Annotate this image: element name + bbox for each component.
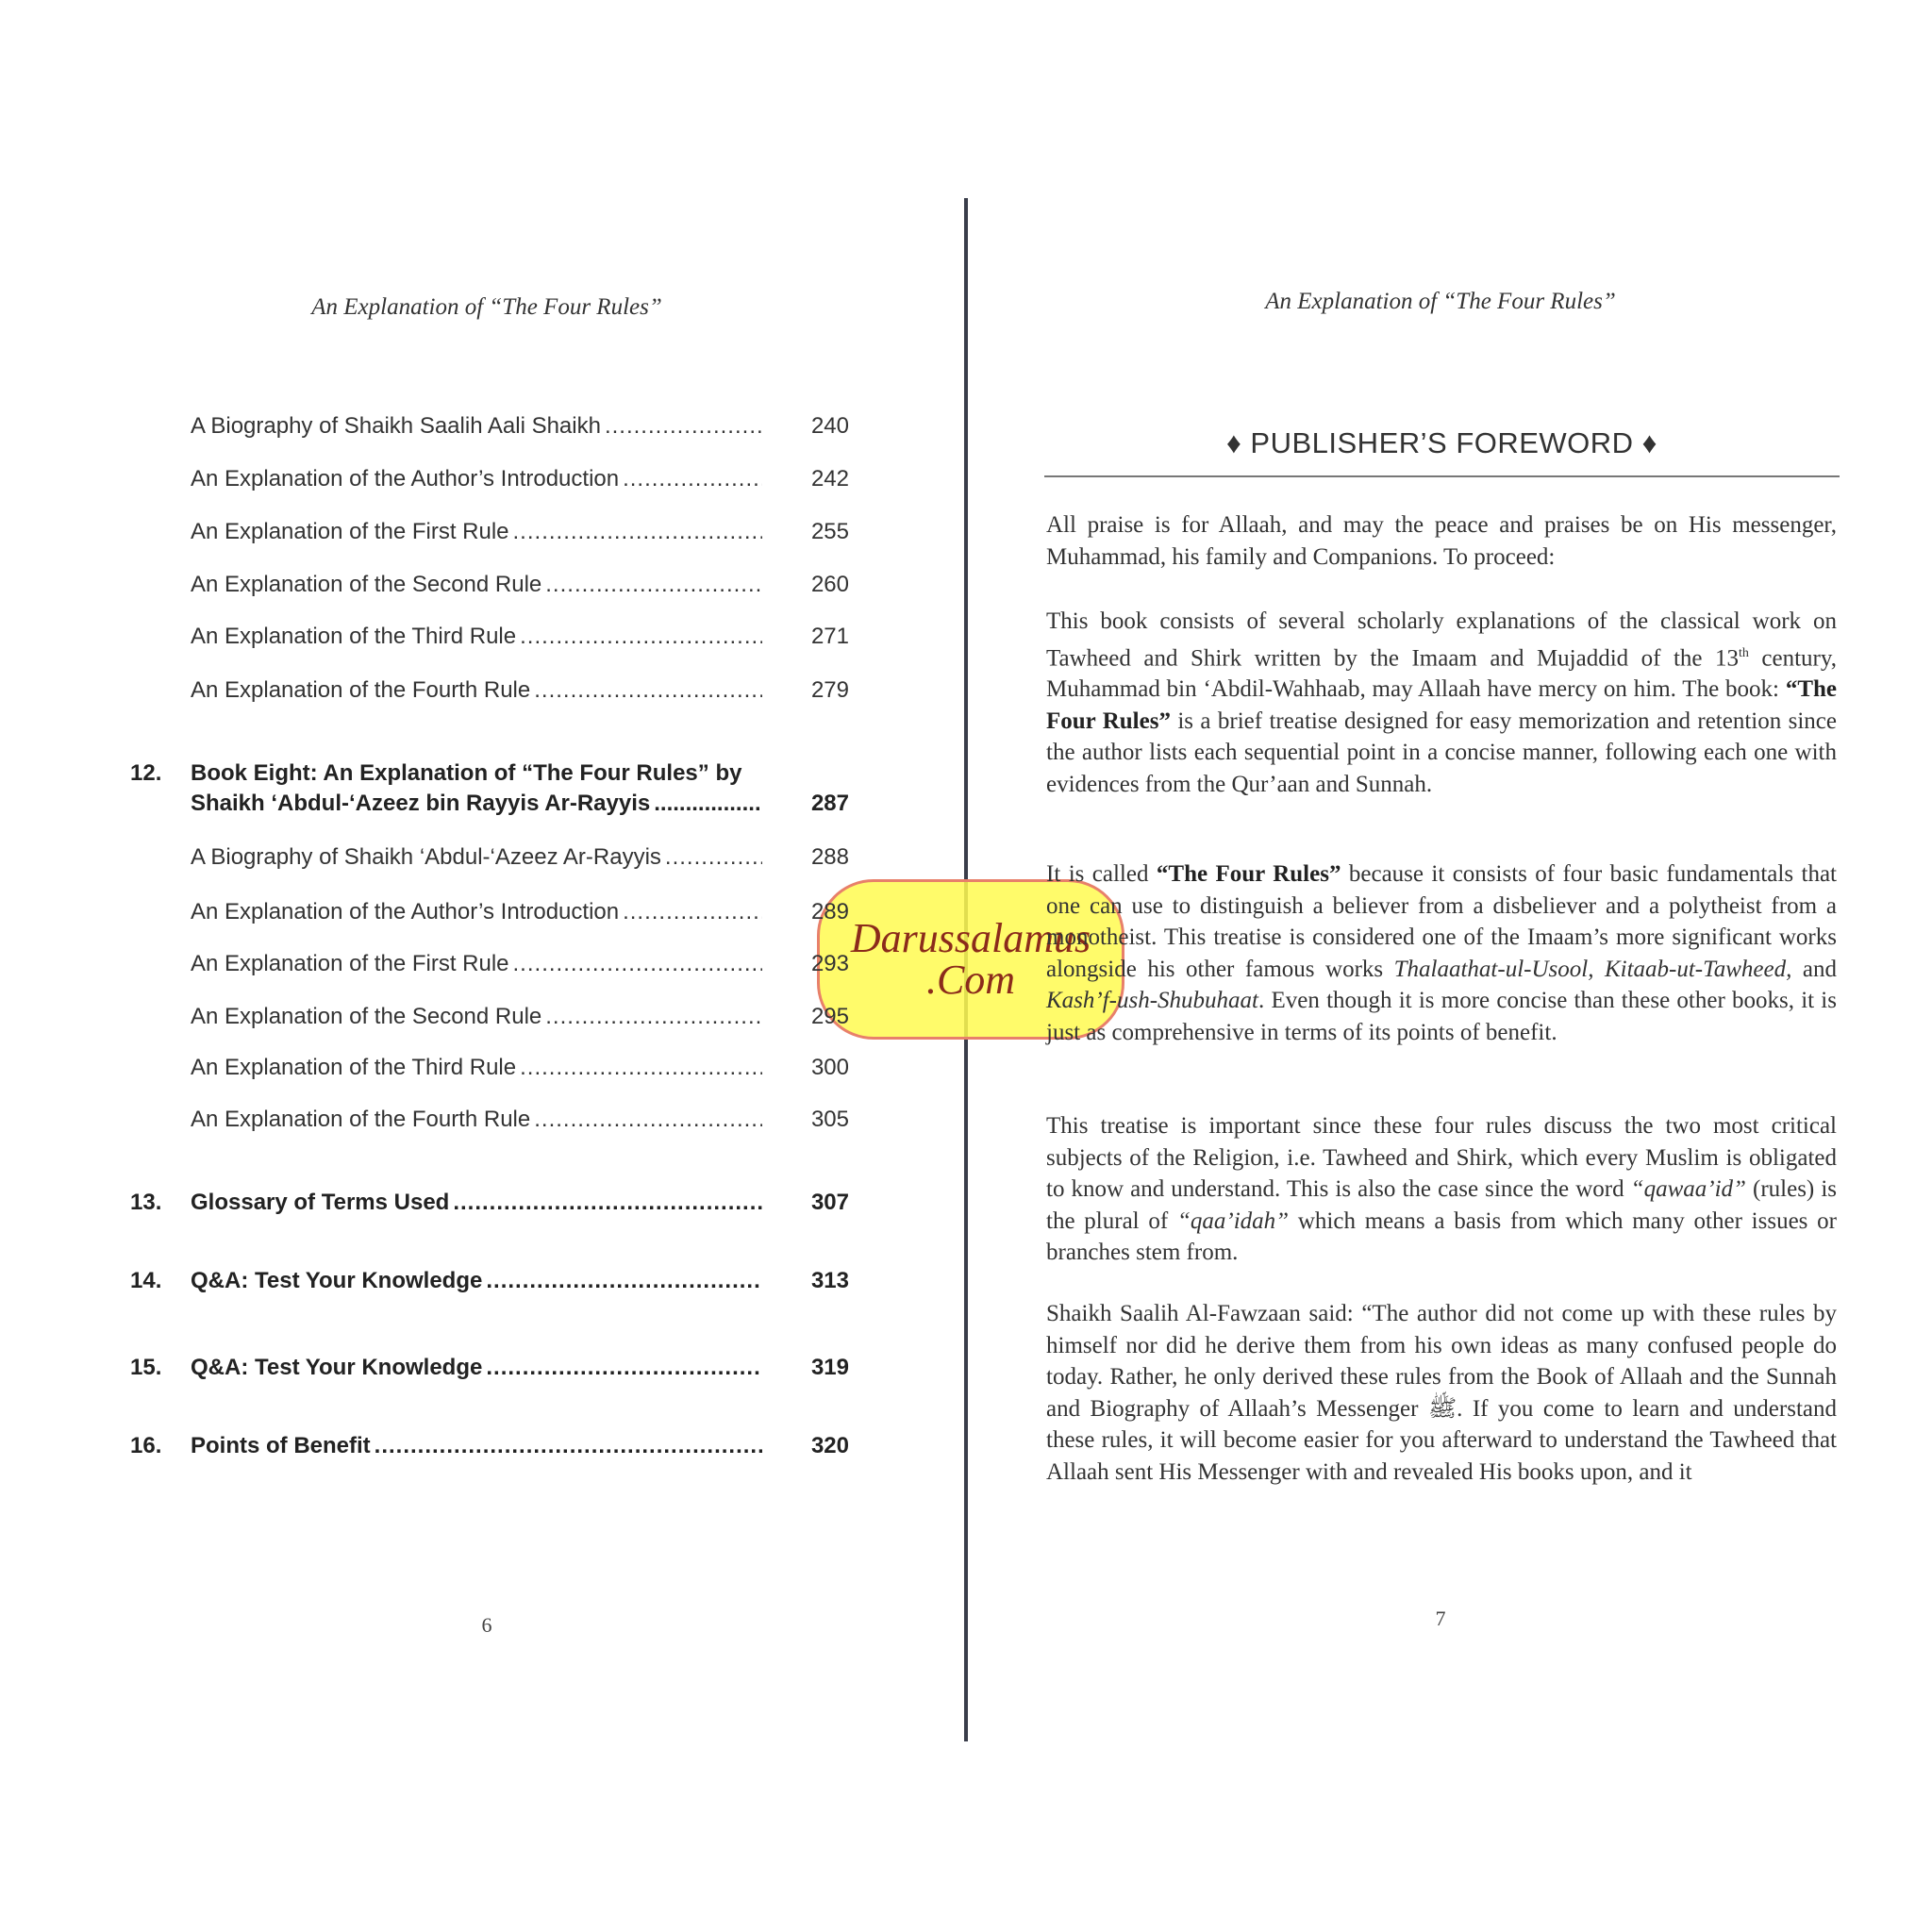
dot-leader [623, 899, 762, 925]
toc-entry-title: An Explanation of the Fourth Rule [191, 677, 531, 703]
toc-entry[interactable] [191, 951, 849, 977]
toc-entry[interactable] [191, 624, 849, 650]
toc-entry-title: An Explanation of the Author’s Introduction [191, 899, 620, 924]
page-ref: 319 [810, 1355, 849, 1380]
toc-entry-title: Glossary of Terms Used [191, 1190, 450, 1215]
page-ref: 260 [810, 572, 849, 597]
toc-entry[interactable] [191, 677, 849, 704]
page-ref: 305 [810, 1107, 849, 1132]
toc-entry-title: An Explanation of the Third Rule [191, 1055, 517, 1080]
dot-leader [520, 624, 762, 650]
dot-leader [513, 951, 762, 977]
dot-leader [545, 1004, 762, 1030]
toc-entry-title: An Explanation of the Second Rule [191, 572, 542, 597]
toc-entry[interactable] [130, 1433, 849, 1459]
left-page-number: 6 [481, 1613, 492, 1637]
chapter-number: 13. [130, 1190, 162, 1215]
toc-entry[interactable] [130, 1268, 849, 1294]
dot-leader [453, 1190, 762, 1216]
page-ref: 279 [810, 677, 849, 703]
dot-leader [534, 677, 762, 704]
page-ref: 300 [810, 1055, 849, 1080]
page-ref: 240 [810, 413, 849, 439]
chapter-title-line1: Book Eight: An Explanation of “The Four Rules” by [191, 760, 742, 786]
toc-entry-title: Q&A: Test Your Knowledge [191, 1268, 483, 1293]
right-page-number: 7 [1435, 1607, 1446, 1630]
toc-entry-title: An Explanation of the Author’s Introduction [191, 466, 620, 491]
toc-entry[interactable] [191, 844, 849, 871]
dot-leader [520, 1055, 762, 1081]
toc-entry[interactable] [191, 413, 849, 440]
toc-entry[interactable] [130, 1355, 849, 1381]
toc-entry-title: An Explanation of the First Rule [191, 951, 509, 976]
paragraph-5: Shaikh Saalih Al-Fawzaan said: “The author did not come up with these rules by himself nor did he derive them from his own ideas as many confused people do today. Rather, he only derived these rules from the Book of Allaah and the Sunnah and Biography of Allaah’s Messenger ﷺ. If you come to learn and understand these rules, it will become easier for you afterward to understand the Tawheed that Allaah sent His Messenger with and revealed His books upon, and it [1046, 1301, 1837, 1485]
page-ref: 287 [810, 791, 849, 816]
page-ref: 288 [810, 844, 849, 870]
toc-entry[interactable] [191, 1055, 849, 1081]
page-ref: 289 [810, 899, 849, 924]
page-ref: 255 [810, 519, 849, 544]
chapter-number: 16. [130, 1433, 162, 1458]
page-ref: 320 [810, 1433, 849, 1458]
chapter-number: 15. [130, 1355, 162, 1380]
dot-leader [486, 1355, 762, 1381]
title-rule [1044, 475, 1840, 477]
foreword-title: ♦ PUBLISHER’S FOREWORD ♦ [1225, 426, 1658, 459]
dot-leader [375, 1433, 762, 1459]
toc-entry-title: Points of Benefit [191, 1433, 371, 1458]
dot-leader [623, 466, 762, 492]
right-running-head: An Explanation of “The Four Rules” [1265, 289, 1616, 314]
dot-leader [486, 1268, 762, 1294]
page-ref: 295 [810, 1004, 849, 1029]
toc-entry[interactable] [191, 1107, 849, 1133]
dot-leader [545, 572, 762, 598]
page-ref: 242 [810, 466, 849, 491]
page-ref: 313 [810, 1268, 849, 1293]
dot-leader [665, 844, 762, 871]
watermark-line1: Darussalamus [850, 915, 1091, 961]
paragraph-4: This treatise is important since these four rules discuss the two most critical subjects of the Religion, i.e. Tawheed and Shirk, which every Muslim is obligated to know and understand. This is also the case since the word “qawaa’id” (rules) is the plural of “qaa’idah” which means a basis from which many other issues or branches stem from. [1046, 1113, 1838, 1265]
dot-leader [513, 519, 762, 545]
toc-entry[interactable] [191, 466, 849, 492]
chapter-number: 14. [130, 1268, 162, 1293]
paragraph-2: This book consists of several scholarly explanations of the classical work on Tawheed and Shirk written by the Imaam and Mujaddid of the 13th century, Muhammad bin ‘Abdil-Wahhaab, may Allaah have mercy on him. The book: “The Four Rules” is a brief treatise designed for easy memorization and retention since the author lists each sequential point in a concise manner, following each one with evidences from the Qur’aan and Sunnah. [1046, 608, 1837, 797]
dot-leader [605, 413, 762, 440]
dot-leader [534, 1107, 762, 1133]
paragraph-1: All praise is for Allaah, and may the peace and praises be on His messenger, Muhammad, his family and Companions. To proceed: [1046, 512, 1837, 570]
chapter-number: 12. [130, 760, 162, 786]
chapter-title-line2: Shaikh ‘Abdul-‘Azeez bin Rayyis Ar-Rayyis [191, 791, 651, 816]
page-ref: 307 [810, 1190, 849, 1215]
page-ref: 293 [810, 951, 849, 976]
toc-entry[interactable] [191, 1004, 849, 1030]
toc-entry[interactable] [191, 519, 849, 545]
watermark-line2: .Com [925, 957, 1016, 1003]
toc-entry-title: An Explanation of the Fourth Rule [191, 1107, 531, 1132]
page-ref: 271 [810, 624, 849, 649]
toc-entry-title: An Explanation of the Third Rule [191, 624, 517, 649]
toc-entry-title: Q&A: Test Your Knowledge [191, 1355, 483, 1380]
paragraph-3: It is called “The Four Rules” because it consists of four basic fundamentals that one can use to distinguish a believer from a disbeliever and a polytheist from a monotheist. This treatise is considered one of the Imaam’s more significant works alongside his other famous works Thalaathat-ul-Usool, Kitaab-ut-Tawheed, and Kash’f-ush-Shubuhaat. Even though it is more concise than these other books, it is just as comprehensive in terms of its points of benefit. [1046, 861, 1837, 1045]
toc-entry[interactable] [191, 572, 849, 598]
toc-entry-title: An Explanation of the First Rule [191, 519, 509, 544]
toc-entry[interactable] [191, 899, 849, 925]
toc-entry-title: A Biography of Shaikh Saalih Aali Shaikh [191, 413, 601, 439]
toc-entry-title: A Biography of Shaikh ‘Abdul-‘Azeez Ar-Rayyis [191, 844, 661, 870]
toc-entry-title: An Explanation of the Second Rule [191, 1004, 542, 1029]
dot-leader [654, 791, 762, 817]
left-running-head: An Explanation of “The Four Rules” [311, 294, 662, 320]
toc-entry[interactable] [130, 1190, 849, 1216]
